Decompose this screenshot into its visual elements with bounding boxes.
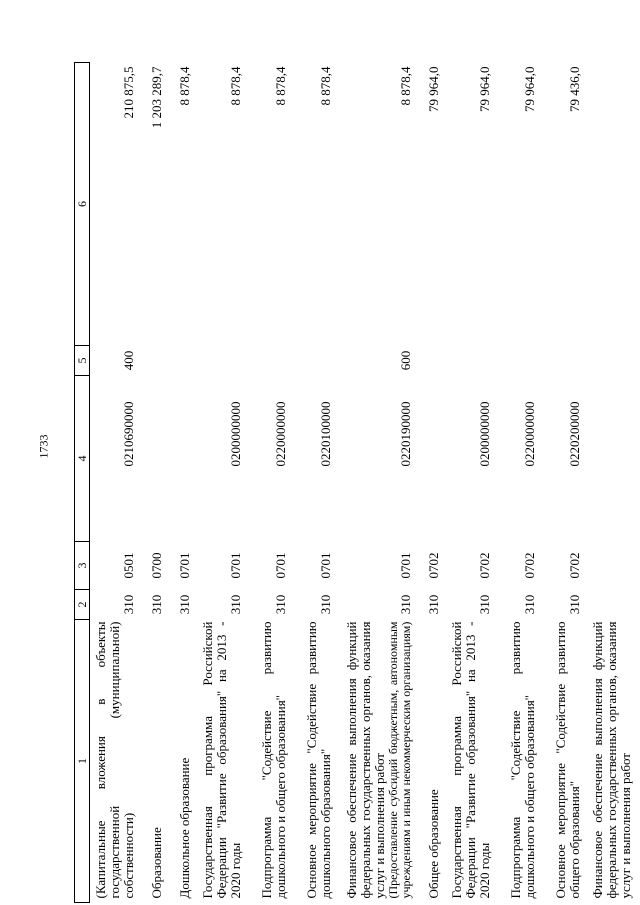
row-name bbox=[339, 620, 419, 903]
table-row bbox=[447, 63, 498, 903]
row-col3: 0701 bbox=[272, 552, 288, 579]
row-name: Дошкольное образование bbox=[176, 757, 192, 899]
rotated-table-container bbox=[74, 63, 632, 903]
row-col2: 310 bbox=[566, 594, 582, 615]
row-col4 bbox=[170, 376, 198, 542]
row-col5 bbox=[419, 346, 447, 376]
row-col6: 8 878,4 bbox=[397, 66, 413, 106]
row-col3: 0702 bbox=[425, 552, 441, 579]
row-name: Образование bbox=[148, 827, 164, 899]
row-col6: 8 878,4 bbox=[227, 66, 243, 106]
row-name: (Капитальные вложения в объекты государственной (муниципальной) собственности) bbox=[92, 621, 136, 899]
row-col5 bbox=[198, 346, 249, 376]
row-col5 bbox=[294, 346, 339, 376]
row-col5 bbox=[170, 346, 198, 376]
row-col2: 310 bbox=[317, 594, 333, 615]
row-name-note: (Предоставление субсидий бюджетным, автономным учреждениям и иным некоммерческим организациям) bbox=[385, 621, 413, 899]
row-col5 bbox=[543, 346, 588, 376]
page-number: 1733 bbox=[36, 434, 51, 459]
row-col3 bbox=[588, 542, 639, 590]
header-col-1: 1 bbox=[75, 620, 90, 903]
row-name-main: Финансовое обеспечение выполнения функций федеральных государственных органов, оказания услуг и выполнения работ bbox=[343, 621, 387, 899]
row-col5 bbox=[588, 346, 639, 376]
row-col6: 1 203 289,7 bbox=[148, 66, 164, 129]
row-col3: 0701 bbox=[317, 552, 333, 579]
row-name: Государственная программа Российской Федерации "Развитие образования" на 2013 - 2020 годы bbox=[448, 621, 492, 899]
row-col4: 0220200000 bbox=[566, 401, 582, 467]
row-col4: 0220000000 bbox=[521, 401, 537, 467]
row-col3: 0701 bbox=[176, 552, 192, 579]
row-col5 bbox=[498, 346, 543, 376]
row-col2: 310 bbox=[272, 594, 288, 615]
row-col4: 0200000000 bbox=[227, 401, 243, 467]
row-name: Подпрограмма "Содействие развитию дошкольного и общего образования" bbox=[258, 621, 288, 899]
row-col4: 0210690000 bbox=[120, 401, 136, 467]
row-col5: 400 bbox=[120, 350, 136, 371]
header-col-4: 4 bbox=[75, 376, 90, 542]
table-row bbox=[588, 63, 639, 903]
row-col5 bbox=[142, 346, 170, 376]
row-col5 bbox=[249, 346, 294, 376]
row-col2: 310 bbox=[397, 594, 413, 615]
table-row bbox=[142, 63, 170, 903]
table-row bbox=[498, 63, 543, 903]
row-col4 bbox=[588, 376, 639, 542]
header-col-5: 5 bbox=[75, 346, 90, 376]
row-col6: 8 878,4 bbox=[317, 66, 333, 106]
row-col2: 310 bbox=[176, 594, 192, 615]
row-col4: 0220000000 bbox=[272, 401, 288, 467]
row-col2: 310 bbox=[227, 594, 243, 615]
table-row bbox=[543, 63, 588, 903]
row-col2 bbox=[588, 590, 639, 620]
row-col4 bbox=[142, 376, 170, 542]
row-col3: 0700 bbox=[148, 552, 164, 579]
table-row bbox=[339, 63, 419, 903]
row-col2: 310 bbox=[476, 594, 492, 615]
row-name: Подпрограмма "Содействие развитию дошкольного и общего образования" bbox=[507, 621, 537, 899]
row-col6: 79 964,0 bbox=[521, 66, 537, 112]
row-col6: 8 878,4 bbox=[272, 66, 288, 106]
row-name: Государственная программа Российской Федерации "Развитие образования" на 2013 - 2020 годы bbox=[199, 621, 243, 899]
row-col4: 0200000000 bbox=[476, 401, 492, 467]
header-row bbox=[75, 63, 90, 903]
header-col-2: 2 bbox=[75, 590, 90, 620]
table-row bbox=[90, 63, 142, 903]
row-col3: 0702 bbox=[476, 552, 492, 579]
row-col2: 310 bbox=[425, 594, 441, 615]
row-name: Основное мероприятие "Содействие развитию общего образования" bbox=[552, 621, 582, 899]
row-col4: 0220190000 bbox=[397, 401, 413, 467]
row-col6: 79 436,0 bbox=[566, 66, 582, 112]
table-row bbox=[249, 63, 294, 903]
row-col6 bbox=[588, 63, 639, 346]
row-col2: 310 bbox=[148, 594, 164, 615]
row-col6: 79 964,0 bbox=[476, 66, 492, 112]
row-name: Общее образование bbox=[425, 789, 441, 899]
row-col6: 210 875,5 bbox=[120, 66, 136, 119]
header-col-6: 6 bbox=[75, 63, 90, 346]
header-col-3: 3 bbox=[75, 542, 90, 590]
row-col5: 600 bbox=[397, 350, 413, 371]
row-col3: 0501 bbox=[120, 552, 136, 579]
row-name: Финансовое обеспечение выполнения функций федеральных государственных органов, оказания услуг и выполнения работ bbox=[589, 621, 633, 899]
table-row bbox=[419, 63, 447, 903]
row-col4: 0220100000 bbox=[317, 401, 333, 467]
row-col3: 0702 bbox=[521, 552, 537, 579]
row-col3: 0701 bbox=[397, 552, 413, 579]
row-col4 bbox=[419, 376, 447, 542]
row-col2: 310 bbox=[521, 594, 537, 615]
row-col6: 79 964,0 bbox=[425, 66, 441, 112]
budget-table bbox=[74, 62, 639, 903]
row-col5 bbox=[447, 346, 498, 376]
row-col3: 0701 bbox=[227, 552, 243, 579]
table-row bbox=[198, 63, 249, 903]
row-name: Основное мероприятие "Содействие развитию дошкольного образования" bbox=[303, 621, 333, 899]
row-col3: 0702 bbox=[566, 552, 582, 579]
table-row bbox=[294, 63, 339, 903]
row-col2: 310 bbox=[120, 594, 136, 615]
row-col6: 8 878,4 bbox=[176, 66, 192, 106]
table-row bbox=[170, 63, 198, 903]
